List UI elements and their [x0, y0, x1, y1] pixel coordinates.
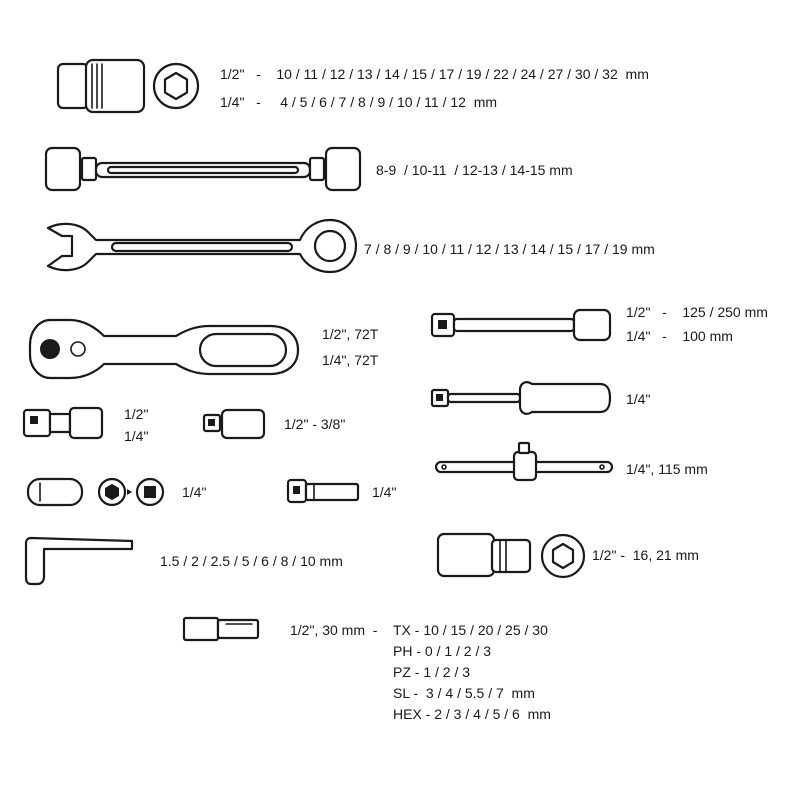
adapter-icon [204, 410, 264, 438]
adapter-label: 1/2" - 3/8" [284, 416, 346, 432]
bits-sl-label: SL - 3 / 4 / 5.5 / 7 mm [393, 685, 535, 701]
extension-half-label: 1/2" - 125 / 250 mm [626, 304, 768, 320]
bit-adapter-label: 1/4" [372, 484, 397, 500]
extension-bar-icon [432, 310, 610, 340]
tbar-label: 1/4", 115 mm [626, 461, 708, 477]
combination-wrench-icon [48, 220, 356, 272]
screwdriver-bit-icon [184, 618, 258, 640]
hex-to-square-icon [99, 479, 163, 505]
ujoint-quarter-label: 1/4" [124, 428, 149, 444]
t-bar-icon [436, 443, 612, 480]
extension-quarter-label: 1/4" - 100 mm [626, 328, 733, 344]
spark-socket-label: 1/2" - 16, 21 mm [592, 547, 699, 563]
hex-key-icon [26, 538, 132, 584]
socket-half-label: 1/2" - 10 / 11 / 12 / 13 / 14 / 15 / 17 / 19 / 22 / 24 / 27 / 30 / 32 mm [220, 66, 649, 82]
bit-adapter-icon [288, 480, 358, 502]
spark-plug-socket-icon [438, 534, 530, 576]
spinner-label: 1/4" [626, 391, 651, 407]
flex-wrench-label: 8-9 / 10-11 / 12-13 / 14-15 mm [376, 162, 573, 178]
bits-ph-label: PH - 0 / 1 / 2 / 3 [393, 643, 492, 659]
universal-joint-icon [24, 408, 102, 438]
ratchet-half-label: 1/2", 72T [322, 326, 379, 342]
socket-face-icon [154, 64, 198, 108]
ujoint-half-label: 1/2" [124, 406, 149, 422]
deep-socket-icon [28, 479, 82, 505]
spinner-handle-icon [432, 382, 610, 414]
socket-icon [58, 60, 144, 112]
ratchet-icon [30, 320, 298, 378]
ratchet-quarter-label: 1/4", 72T [322, 352, 379, 368]
combo-wrench-label: 7 / 8 / 9 / 10 / 11 / 12 / 13 / 14 / 15 / 17 / 19 mm [364, 241, 655, 257]
spark-socket-face-icon [542, 535, 584, 577]
bits-size-label: 1/2", 30 mm - [290, 622, 378, 638]
flex-wrench-icon [46, 148, 360, 190]
socket-quarter-label: 1/4" - 4 / 5 / 6 / 7 / 8 / 9 / 10 / 11 / 12 mm [220, 94, 498, 110]
bit-holder-label: 1/4" [182, 484, 207, 500]
hex-keys-label: 1.5 / 2 / 2.5 / 5 / 6 / 8 / 10 mm [160, 553, 343, 569]
bits-tx-label: TX - 10 / 15 / 20 / 25 / 30 [393, 622, 548, 638]
bits-hex-label: HEX - 2 / 3 / 4 / 5 / 6 mm [393, 706, 551, 722]
bits-pz-label: PZ - 1 / 2 / 3 [393, 664, 471, 680]
